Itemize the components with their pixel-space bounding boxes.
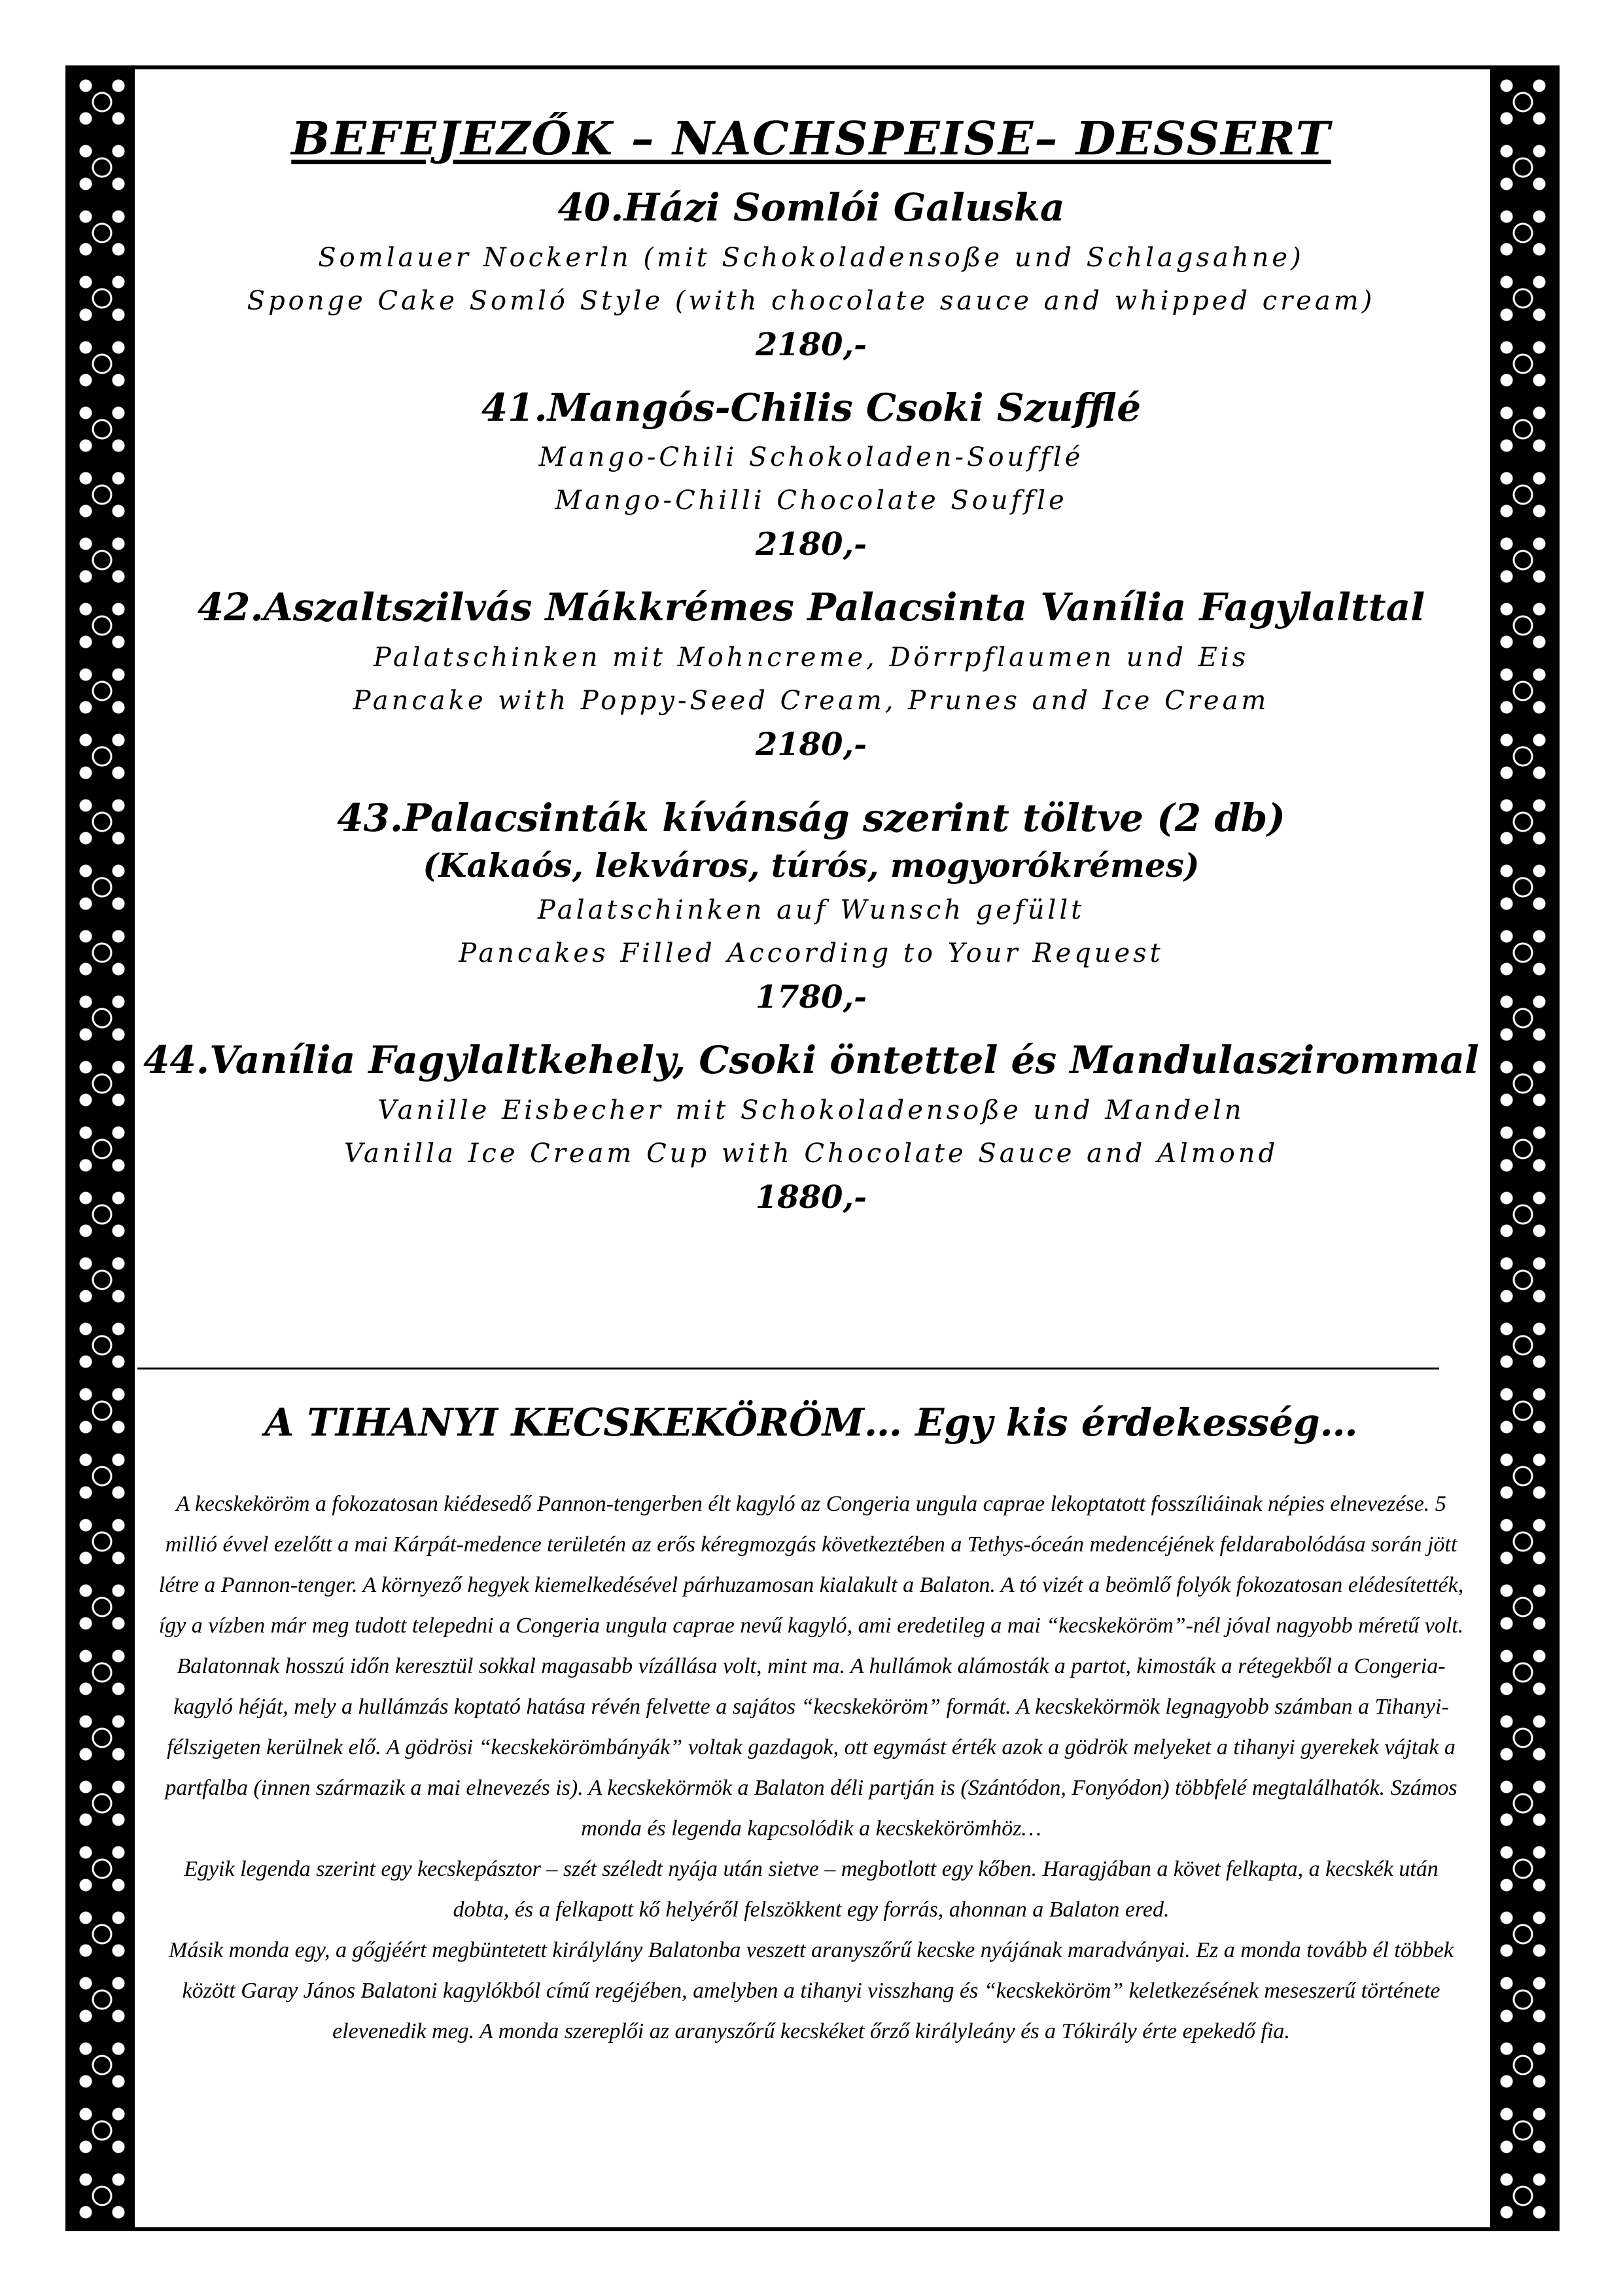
item-name: 41.Mangós-Chilis Csoki Szufflé [481,385,1142,430]
menu-item-40 [137,185,1485,363]
item-english: Sponge Cake Somló Style (with chocolate sauce and whipped cream) [247,285,1376,316]
page-title: BEFEJEZŐK – NACHSPEISE– DESSERT [291,111,1331,166]
item-name: 40.Házi Somlói Galuska [557,185,1065,230]
right-ornamental-border [1490,69,1556,2227]
item-price: 2180,- [755,526,867,563]
item-german: Vanille Eisbecher mit Schokoladensoße und Mandeln [377,1095,1245,1125]
menu-item-41 [137,385,1485,563]
menu-content [137,111,1485,1238]
item-price: 2180,- [755,726,867,763]
story-title: A TIHANYI KECSKEKÖRÖM… Egy kis érdekesség… [264,1400,1358,1445]
item-german: Palatschinken auf Wunsch gefüllt [537,895,1085,926]
item-english: Pancakes Filled According to Your Request [459,938,1164,969]
story-section [157,1400,1465,2052]
section-divider [137,1368,1439,1369]
item-name: 42.Aszaltszilvás Mákkrémes Palacsinta Vanília Fagylalttal [197,585,1425,630]
item-price: 2180,- [755,326,867,363]
story-paragraph: Egyik legenda szerint egy kecskepásztor – szét széledt nyája után sietve – megbotlott egy kőben. Haragjában a követ felkapta, a kecskék után dobta, és a felkapott kő helyéről felszökkent egy forrás, ahonnan a Balaton ered. [184,1857,1439,1922]
item-german: Somlauer Nockerln (mit Schokoladensoße und Schlagsahne) [318,242,1304,273]
story-paragraph: A kecskeköröm a fokozatosan kiédesedő Pannon-tengerben élt kagyló az Congeria ungula caprae lekoptatott fosszíliáinak népies elnevezése. 5 millió évvel ezelőtt a mai Kárpát-medence területén az erős kéregmozgás következtében a Tethys-óceán medencéjének feldarabolódása során jött létre a Pannon-tenger. A környező hegyek kiemelkedésével párhuzamosan kialakult a Balaton. A tó vizét a beömlő folyók fokozatosan elédesítették, így a vízben már meg tudott telepedni a Congeria ungula caprae nevű kagyló, ami eredetileg a mai “kecskeköröm”-nél jóval nagyobb méretű volt. Balatonnak hosszú időn keresztül sokkal magasabb vízállása volt, mint ma. A hullámok alámosták a partot, kimosták a rétegekből a Congeria-kagyló héját, mely a hullámzás koptató hatása révén felvette a sajátos “kecskeköröm” formát. A kecskekörmök legnagyobb számban a Tihanyi-félszigeten kerülnek elő. A gödrösi “kecskekörömbányák” voltak gazdagok, ott egymást érték azok a gödrök melyeket a tihanyi gyerekek vájtak a partfalba (innen származik a mai elnevezés is). A kecskekörmök a Balaton déli partján is (Szántódon, Fonyódon) többfelé megtalálhatók. Számos monda és legenda kapcsolódik a kecskekörömhöz… [158,1492,1464,1841]
story-paragraph: Másik monda egy, a gőgjéért megbüntetett királylány Balatonba veszett aranyszőrű kecske nyájának maradványai. Ez a monda tovább él többek között Garay János Balatoni kagylókból című regéjében, amelyben a tihanyi visszhang és “kecskeköröm” keletkezésének meseszerű története elevenedik meg. A monda szereplői az aranyszőrű kecskéket őrző királyleány és a Tókirály érte epekedő fia. [169,1938,1454,2043]
menu-item-42 [137,585,1485,763]
item-english: Vanilla Ice Cream Cup with Chocolate Sauce and Almond [343,1138,1279,1169]
menu-item-44 [137,1038,1485,1216]
item-german: Mango-Chili Schokoladen-Soufflé [538,442,1084,473]
menu-item-43 [137,796,1485,1016]
item-name: 43.Palacsinták kívánság szerint töltve (2 db) [337,795,1285,840]
item-name: 44.Vanília Fagylaltkehely, Csoki öntettel és Mandulaszirommal [143,1038,1479,1083]
item-price: 1880,- [755,1178,867,1216]
item-english: Pancake with Poppy-Seed Cream, Prunes and Ice Cream [353,685,1270,716]
left-ornamental-border [69,69,135,2227]
item-german: Palatschinken mit Mohncreme, Dörrpflaumen und Eis [373,642,1249,673]
item-fillings: (Kakaós, lekváros, túrós, mogyorókrémes) [423,846,1200,885]
item-english: Mango-Chilli Chocolate Souffle [555,486,1068,516]
item-price: 1780,- [755,979,867,1016]
